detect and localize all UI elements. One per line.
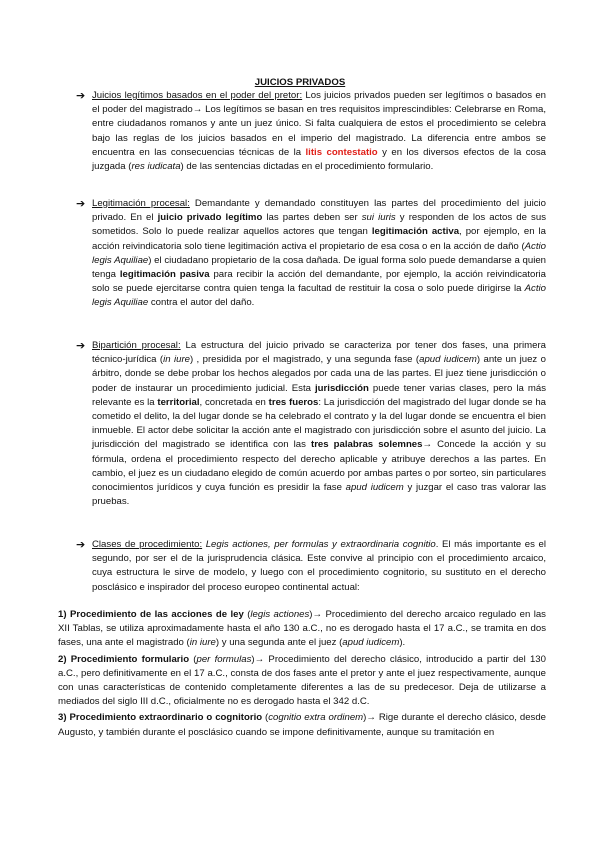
procedure-name: Procedimiento formulario — [66, 653, 190, 665]
text: : La jurisdicción del magistrado del lugar donde se ha cometido el delito, la del lugar donde se ha celebrado el contrato y la del lugar donde se encuentra el bien inmueble. El actor debe solicitar la acción ante el magistrado con jurisdicción sobre el asunto del juicio. La jurisdicción del magistrado se identifica con las — [92, 396, 546, 451]
italic-term: Legis actiones, per formulas y extraordinaria cognitio — [202, 539, 436, 550]
paragraph — [92, 197, 546, 311]
bold-term: tres fueros — [268, 396, 319, 408]
text: las partes deben ser — [262, 212, 362, 224]
italic-term: per formulas — [196, 653, 252, 665]
text: puede tener varias clases, pero la más relevante es la — [92, 382, 546, 408]
text: )→ Procedimiento del derecho arcaico regulado en las XII Tablas, se utiliza aproximadamente hasta el año 130 a.C., no es derogado hasta el 17 a.C., se tramita en dos fases, una ante el magistrado ( — [58, 609, 546, 649]
highlight-term: litis contestatio — [305, 146, 378, 158]
text: ). — [399, 637, 406, 649]
item-number: 2) — [58, 653, 67, 665]
section-heading: Legitimación procesal: — [92, 198, 190, 209]
item-number: 1) — [58, 609, 67, 620]
italic-term: apud iudicem — [345, 482, 404, 494]
paragraph — [92, 339, 546, 509]
arrow-bullet-icon: ➔ — [76, 198, 86, 210]
text: ) y una segunda ante el juez ( — [215, 637, 343, 649]
text: )→ Procedimiento del derecho clásico, introducido a partir del 130 a.C., pero definitivamente en el 17 a.C., consta de dos fases ante el pretor y ante el juez respectivamente, aunque con unas características de contenido completamente diferentes a las de su predecesor. Deja de utilizarse a mediados del siglo III d.C., oficialmente no es derogado hasta el 342 d.C. — [58, 653, 546, 708]
section-heading: Juicios legítimos basados en el poder del pretor: — [92, 90, 303, 101]
bold-term: territorial — [157, 396, 200, 408]
text: ) , presidida por el magistrado, y una segunda fase ( — [189, 354, 420, 366]
text: → Concede la acción y su fórmula, ordena el procedimiento respecto del derecho aplicable y atribuye derechos a las partes. En cambio, el juez es un ciudadano elegido de común acuerdo por ambas partes o por sorteo, sin particulares conocimientos jurídicos y cuya función es presidir la fase — [92, 439, 547, 494]
text: Demandante y demandado constituyen las partes del procedimiento del juicio privado. En el — [92, 198, 547, 224]
text: ( — [243, 609, 251, 620]
text: ) ante un juez o árbitro, donde se debe probar los hechos alegados por cada una de las partes. El juez tiene jurisdicción o poder de instaurar un procedimiento judicial. Esta — [92, 354, 546, 394]
italic-term: Actio legis Aquiliae — [92, 283, 546, 309]
italic-term: legis actiones — [250, 609, 310, 620]
section-juicios-legitimos — [76, 89, 546, 174]
italic-term: apud iudicem — [342, 637, 400, 649]
section-biparticion-procesal — [76, 339, 546, 509]
text: para recibir la acción del demandante, por ejemplo, la acción reivindicatoria solo se puede ejercitarse contra quien tenga la facultad de restituir la cosa o solo puede dirigirse la — [92, 269, 546, 295]
text: )→ Rige durante el derecho clásico, desde Augusto, y también durante el posclásico cuando se impone definitivamente, aunque su tramitación en — [58, 712, 546, 738]
list-item — [58, 711, 546, 739]
italic-term: in iure — [189, 637, 216, 649]
text: ) el ciudadano propietario de la cosa dañada. De igual forma solo puede demandarse a quien tenga — [92, 254, 546, 281]
bold-term: tres palabras solemnes — [311, 439, 423, 451]
section-legitimacion-procesal — [76, 197, 546, 311]
arrow-bullet-icon: ➔ — [76, 539, 86, 551]
bold-term: legitimación activa — [371, 226, 460, 238]
list-item — [58, 653, 546, 710]
italic-term: sui iuris — [361, 212, 396, 224]
text: , concretada en — [199, 396, 269, 408]
item-number: 3) — [58, 712, 67, 724]
text: y responden de los actos de sus sometidos. Solo lo puede realizar aquellos actores que tengan — [92, 212, 546, 238]
procedures-list — [58, 608, 546, 742]
italic-term: Actio legis Aquiliae — [92, 240, 546, 266]
italic-term: in iure — [163, 354, 190, 366]
bold-term: jurisdicción — [315, 382, 369, 394]
italic-term: apud iudicem — [419, 354, 477, 366]
section-heading: Bipartición procesal: — [92, 340, 181, 351]
text: contra el autor del daño. — [148, 297, 255, 309]
bold-term: legitimación pasiva — [119, 269, 210, 281]
text: Los juicios privados pueden ser legítimos o basados en el poder del magistrado→ Los legítimos se basan en tres requisitos imprescindibles: Celebrarse en Roma, entre ciudadanos romanos y ante un juez único. Si falta cualquiera de estos el procedimiento se celebra bajo las reglas de los juicios basados en el imperio del magistrado. La diferencia entre ambos se encuentra en las consecuencias técnicas de la — [92, 90, 546, 158]
text: , por ejemplo, en la acción reivindicatoria solo tiene legitimación activa el propietario de esa cosa o en la acción de daño ( — [92, 226, 547, 252]
italic-term: cognitio extra ordinem — [268, 712, 364, 724]
italic-term: res iudicata — [131, 161, 181, 173]
list-item — [58, 608, 546, 651]
procedure-name: Procedimiento de las acciones de ley — [66, 609, 244, 620]
arrow-bullet-icon: ➔ — [76, 340, 86, 352]
text: La estructura del juicio privado se caracteriza por tener dos fases, una primera técnico-jurídica ( — [92, 340, 546, 366]
text: ) de las sentencias dictadas en el procedimiento formulario. — [180, 161, 434, 173]
arrow-bullet-icon: ➔ — [76, 90, 86, 102]
paragraph — [92, 89, 546, 174]
text: ( — [189, 653, 197, 665]
text: y en los diversos efectos de la cosa juzgada ( — [92, 146, 547, 173]
text: . El más importante es el segundo, por ser el de la jurisprudencia clásica. Este convive al principio con el procedimiento arcaico, cuya estructura le sirve de modelo, y luego con el procedimiento cognitorio, su sustituto en el derecho posclásico e inspirador del proceso europeo continental actual: — [92, 539, 546, 593]
paragraph — [92, 538, 546, 595]
text: y juzgar el caso tras valorar las pruebas. — [92, 482, 546, 508]
page-title: JUICIOS PRIVADOS — [254, 77, 346, 88]
text: ( — [262, 712, 269, 724]
section-clases-procedimiento — [76, 538, 546, 595]
procedure-name: Procedimiento extraordinario o cognitorio — [66, 712, 263, 724]
section-heading: Clases de procedimiento: — [92, 539, 203, 550]
bold-term: juicio privado legítimo — [157, 212, 263, 224]
